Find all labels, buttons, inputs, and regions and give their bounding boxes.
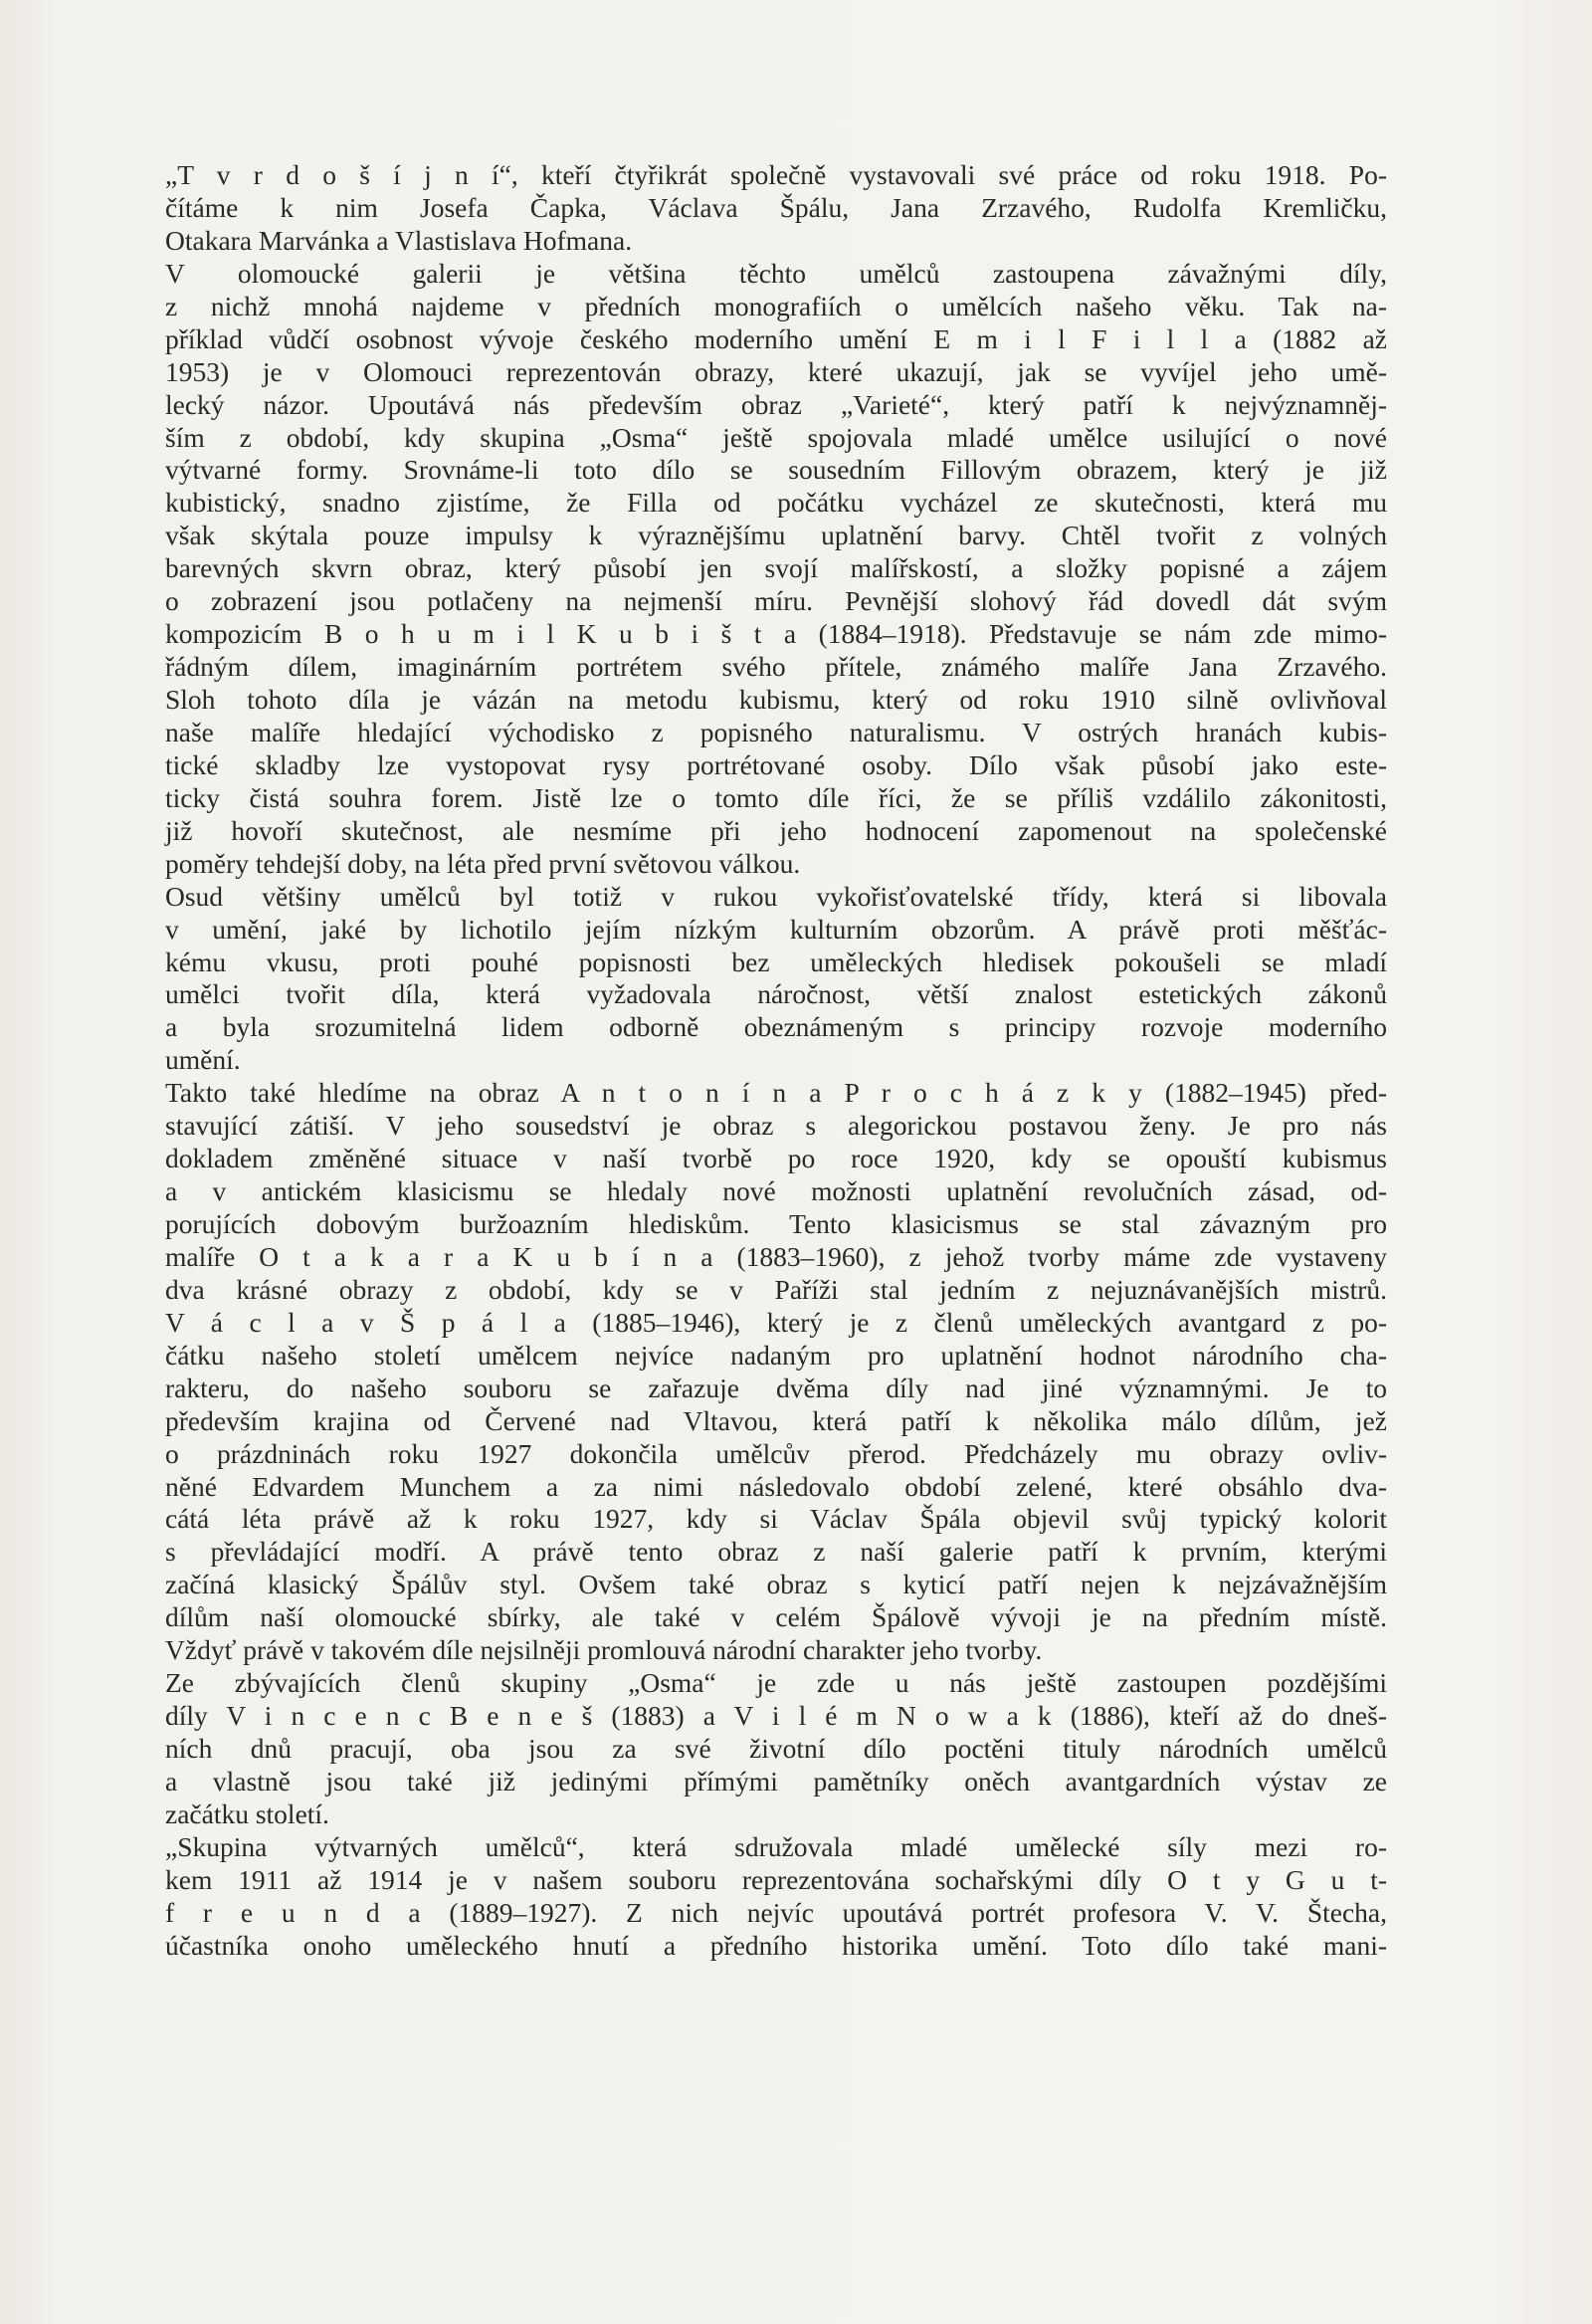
text-line: kému vkusu, proti pouhé popisnosti bez uměleckých hledisek pokoušeli se mladí xyxy=(165,946,1387,977)
text-line: porujících dobovým buržoazním hlediskům. Tento klasicismus se stal závazným pro xyxy=(165,1208,1387,1239)
text-line: 1953) je v Olomouci reprezentován obrazy, které ukazují, jak se vyvíjel jeho umě- xyxy=(165,355,1387,387)
text-line: Ze zbývajících členů skupiny „Osma“ je zde u nás ještě zastoupen pozdějšími xyxy=(165,1667,1387,1699)
text-line: barevných skvrn obraz, který působí jen svojí malířskostí, a složky popisné a zájem xyxy=(165,552,1387,584)
text-line: dílům naší olomoucké sbírky, ale také v celém Špálově vývoji je na předním místě. xyxy=(165,1601,1387,1633)
text-line: Sloh tohoto díla je vázán na metodu kubismu, který od roku 1910 silně ovlivňoval xyxy=(165,684,1387,715)
text-line: něné Edvardem Munchem a za nimi následovalo období zelené, které obsáhlo dva- xyxy=(165,1470,1387,1502)
text-line: V olomoucké galerii je většina těchto umělců zastoupena závažnými díly, xyxy=(165,257,1387,289)
text-line: lecký názor. Upoutává nás především obraz „Varieté“, který patří k nejvýznamněj- xyxy=(165,388,1387,420)
body-text xyxy=(165,159,1387,1963)
text-line: čátku našeho století umělcem nejvíce nadaným pro uplatnění hodnot národního cha- xyxy=(165,1339,1387,1371)
text-line: a v antickém klasicismu se hledaly nové možnosti uplatnění revolučních zásad, od- xyxy=(165,1175,1387,1207)
text-line: dokladem změněné situace v naší tvorbě po roce 1920, kdy se opouští kubismus xyxy=(165,1143,1387,1174)
text-line: kem 1911 až 1914 je v našem souboru reprezentována sochařskými díly O t y G u t- xyxy=(165,1863,1387,1895)
text-line: dva krásné obrazy z období, kdy se v Paříži stal jedním z nejuznávanějších mistrů. xyxy=(165,1273,1387,1305)
text-line: poměry tehdejší doby, na léta před první světovou válkou. xyxy=(165,847,801,879)
text-line: především krajina od Červené nad Vltavou, která patří k několika málo dílům, jež xyxy=(165,1404,1387,1436)
text-line: začíná klasický Špálův styl. Ovšem také obraz s kyticí patří nejen k nejzávažnějším xyxy=(165,1569,1387,1600)
text-line: stavující zátiší. V jeho sousedství je obraz s alegorickou postavou ženy. Je pro nás xyxy=(165,1110,1387,1142)
text-line: „Skupina výtvarných umělců“, která sdružovala mladé umělecké síly mezi ro- xyxy=(165,1830,1387,1862)
text-line: ních dnů pracují, oba jsou za své životní dílo poctěni tituly národních umělců xyxy=(165,1733,1387,1764)
text-line: začátku století. xyxy=(165,1797,329,1829)
text-line: s převládající modří. A právě tento obraz z naší galerie patří k prvním, kterými xyxy=(165,1536,1387,1568)
text-line: řádným dílem, imaginárním portrétem svého přítele, známého malíře Jana Zrzavého. xyxy=(165,651,1387,683)
text-line: ticky čistá souhra forem. Jistě lze o tomto díle říci, že se příliš vzdálilo zákonitosti, xyxy=(165,781,1387,813)
text-line: v umění, jaké by lichotilo jejím nízkým kulturním obzorům. A právě proti měšťác- xyxy=(165,913,1387,945)
text-line: V á c l a v Š p á l a (1885–1946), který je z členů uměleckých avantgard z po- xyxy=(165,1306,1387,1338)
text-line: z nichž mnohá najdeme v předních monografiích o umělcích našeho věku. Tak na- xyxy=(165,290,1387,321)
text-line: o prázdninách roku 1927 dokončila umělcův přerod. Předcházely mu obrazy ovliv- xyxy=(165,1437,1387,1469)
text-line: Vždyť právě v takovém díle nejsilněji promlouvá národní charakter jeho tvorby. xyxy=(165,1634,1043,1666)
text-line: již hovoří skutečnost, ale nesmíme při jeho hodnocení zapomenout na společenské xyxy=(165,814,1387,846)
text-line: výtvarné formy. Srovnáme-li toto dílo se sousedním Fillovým obrazem, který je již xyxy=(165,454,1387,486)
text-line: f r e u n d a (1889–1927). Z nich nejvíc upoutává portrét profesora V. V. Štecha, xyxy=(165,1896,1387,1928)
text-line: a vlastně jsou také již jedinými přímými pamětníky oněch avantgardních výstav ze xyxy=(165,1765,1387,1796)
text-line: díly V i n c e n c B e n e š (1883) a V i l é m N o w a k (1886), kteří až do dneš- xyxy=(165,1700,1387,1732)
text-line: Takto také hledíme na obraz A n t o n í n a P r o c h á z k y (1882–1945) před- xyxy=(165,1077,1387,1109)
text-line: ším z období, kdy skupina „Osma“ ještě spojovala mladé umělce usilující o nové xyxy=(165,421,1387,453)
text-line: o zobrazení jsou potlačeny na nejmenší míru. Pevnější slohový řád dovedl dát svým xyxy=(165,585,1387,617)
text-line: rakteru, do našeho souboru se zařazuje dvěma díly nad jiné významnými. Je to xyxy=(165,1372,1387,1403)
text-line: kubistický, snadno zjistíme, že Filla od počátku vycházel ze skutečnosti, která mu xyxy=(165,487,1387,519)
text-line: a byla srozumitelná lidem odborně obeznámeným s principy rozvoje moderního xyxy=(165,1011,1387,1043)
text-line: cátá léta právě až k roku 1927, kdy si Václav Špála objevil svůj typický kolorit xyxy=(165,1503,1387,1535)
text-line: umělci tvořit díla, která vyžadovala náročnost, větší znalost estetických zákonů xyxy=(165,978,1387,1010)
text-line: příklad vůdčí osobnost vývoje českého moderního umění E m i l F i l l a (1882 až xyxy=(165,322,1387,354)
text-line: Otakara Marvánka a Vlastislava Hofmana. xyxy=(165,224,633,256)
text-line: účastníka onoho uměleckého hnutí a předního historika umění. Toto dílo také mani- xyxy=(165,1929,1387,1961)
text-line: však skýtala pouze impulsy k výraznějšímu uplatnění barvy. Chtěl tvořit z volných xyxy=(165,520,1387,551)
text-line: „T v r d o š í j n í“, kteří čtyřikrát společně vystavovali své práce od roku 1918. Po- xyxy=(165,159,1387,190)
text-line: Osud většiny umělců byl totiž v rukou vykořisťovatelské třídy, která si libovala xyxy=(165,880,1387,912)
text-line: malíře O t a k a r a K u b í n a (1883–1960), z jehož tvorby máme zde vystaveny xyxy=(165,1240,1387,1272)
text-line: tické skladby lze vystopovat rysy portrétované osoby. Dílo však působí jako este- xyxy=(165,748,1387,780)
text-line: naše malíře hledající východisko z popisného naturalismu. V ostrých hranách kubis- xyxy=(165,716,1387,747)
text-line: umění. xyxy=(165,1044,241,1076)
text-line: kompozicím B o h u m i l K u b i š t a (1884–1918). Představuje se nám zde mimo- xyxy=(165,618,1387,650)
text-line: čítáme k nim Josefa Čapka, Václava Špálu, Jana Zrzavého, Rudolfa Kremličku, xyxy=(165,191,1387,223)
